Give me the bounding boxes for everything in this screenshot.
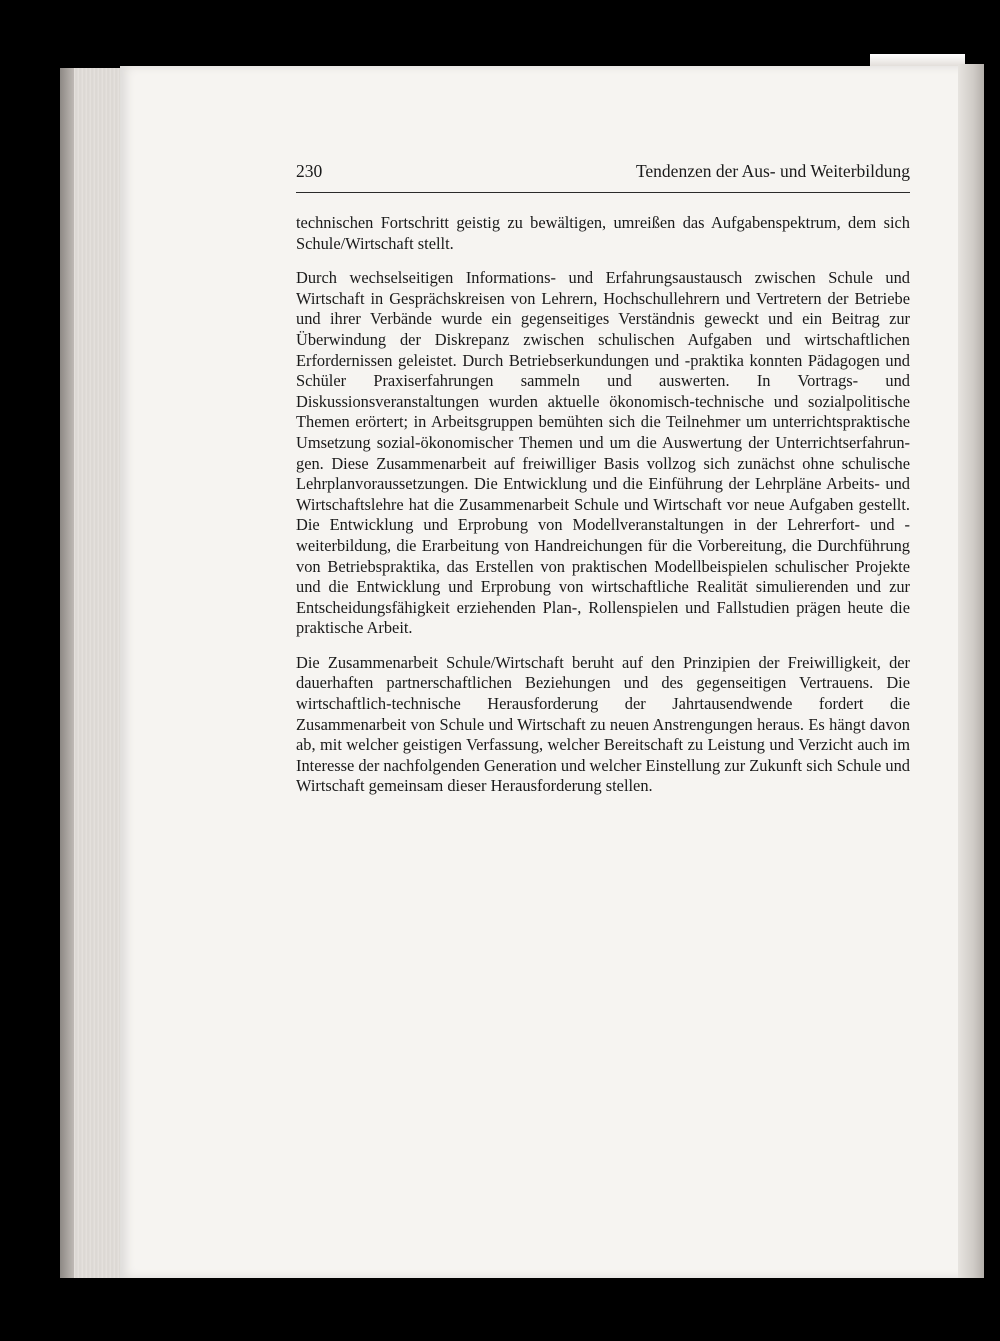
page-content [296, 156, 910, 811]
body-text [296, 213, 910, 797]
page-edges-shadow [60, 68, 74, 1278]
running-header [296, 156, 910, 193]
paragraph-3: Die Zusammenarbeit Schule/Wirtschaft beruht auf den Prinzipien der Freiwilligkeit, der dauerhaften partnerschaftlichen Beziehungen und des gegenseitigen Vertrauens. Die wirtschaftlich-technische Herausforderung der Jahrtausendwende fordert die Zusammenarbeit von Schule und Wirtschaft zu neuen Anstrengungen heraus. Es hängt davon ab, mit welcher geistigen Verfassung, welcher Bereitschaft zu Leistung und Verzicht auch im Interesse der nachfolgenden Generation und welcher Einstellung zur Zukunft sich Schule und Wirtschaft gemeinsam dieser Herausforderung stellen. [296, 652, 910, 796]
right-page-edge [958, 64, 984, 1278]
page-number: 230 [296, 161, 323, 181]
paragraph-1: technischen Fortschritt geistig zu bewältigen, umreißen das Aufgabenspektrum, dem sich Schule/Wirtschaft stellt. [296, 213, 910, 253]
paragraph-2: Durch wechselseitigen Informations- und Erfahrungsaustausch zwischen Schule und Wirtschaft in Gesprächskreisen von Lehrern, Hochschullehrern und Vertretern der Betriebe und ihrer Verbände wurde ein gegenseitiges Verständnis geweckt und ein Beitrag zur Überwindung der Diskrepanz zwischen schulischen Aufgaben und wirtschaftlichen Erfordernissen geleistet. Durch Betriebserkundungen und -praktika konnten Pädagogen und Schüler Praxiserfahrungen sammeln und auswerten. In Vortrags- und Diskussionsveranstaltungen wurden aktuelle ökonomisch-technische und sozialpolitische Themen erörtert; in Arbeitsgruppen bemühten sich die Teilnehmer um unterrichtspraktische Umsetzung sozial-ökonomischer Themen und um die Auswertung der Unterrichtserfahrungen. Diese Zusammenarbeit auf freiwilliger Basis vollzog sich zunächst ohne schulische Lehrplanvoraussetzungen. Die Entwicklung und die Einführung der Lehrpläne Arbeits- und Wirtschaftslehre hat die Zusammenarbeit Schule und Wirtschaft vor neue Aufgaben gestellt. Die Entwicklung und Erprobung von Modellveranstaltungen in der Lehrerfort- und -weiterbildung, die Erarbeitung von Handreichungen für die Vorbereitung, die Durchführung von Betriebspraktika, das Erstellen von praktischen Modellbeispielen schulischer Projekte und die Entwicklung und Erprobung von wirtschaftliche Realität simulierenden und zur Entscheidungsfähigkeit erziehenden Plan-, Rollenspielen und Fallstudien prägen heute die praktische Arbeit. [296, 268, 910, 638]
running-title: Tendenzen der Aus- und Weiterbildung [635, 161, 910, 181]
